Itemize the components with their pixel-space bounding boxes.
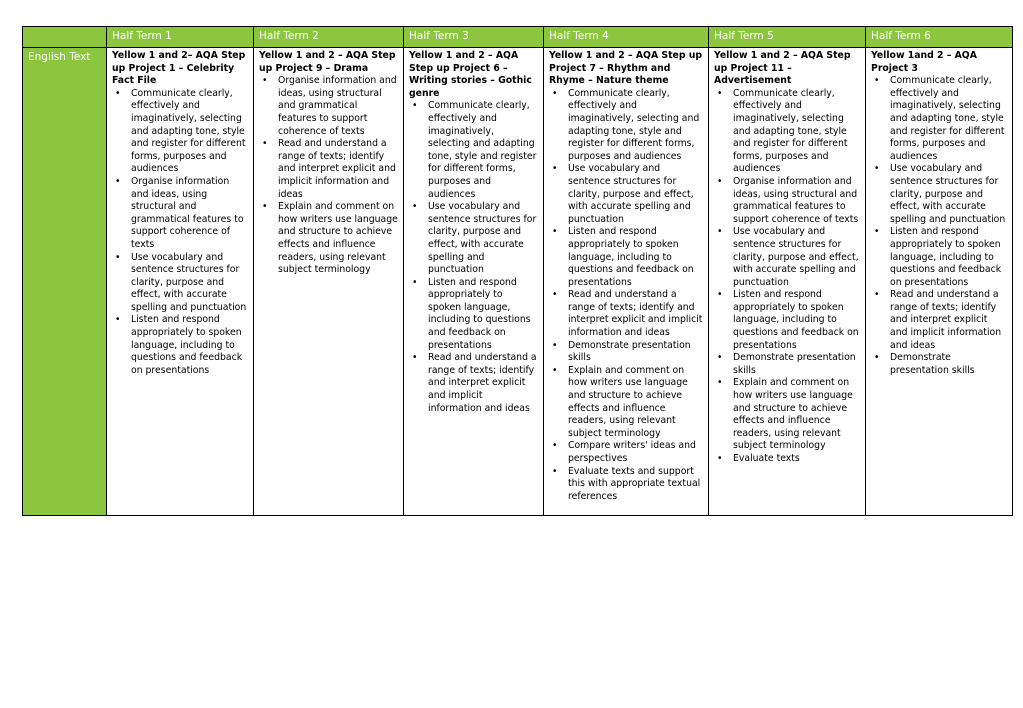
list-item: • Use vocabulary and sentence structures for clarity, purpose and effect, with accurate spelling and punctuation bbox=[409, 201, 538, 277]
list-item: • Communicate clearly, effectively and imaginatively, selecting and adapting tone, style and register for different forms, purposes and audiences bbox=[714, 88, 860, 176]
header-half-term-2: Half Term 2 bbox=[254, 27, 404, 48]
objective-list bbox=[112, 88, 248, 378]
header-half-term-3: Half Term 3 bbox=[404, 27, 544, 48]
list-item: • Read and understand a range of texts; identify and interpret explicit and implicit information and ideas bbox=[259, 138, 398, 201]
list-item: • Evaluate texts bbox=[714, 453, 860, 466]
list-item: • Listen and respond appropriately to spoken language, including to questions and feedback on presentations bbox=[409, 277, 538, 353]
project-title: Yellow 1 and 2 – AQA Step up Project 7 – Rhythm and Rhyme – Nature theme bbox=[549, 50, 702, 87]
list-item: • Demonstrate presentation skills bbox=[714, 352, 860, 377]
list-item: • Communicate clearly, effectively and imaginatively, selecting and adapting tone, style and register for different forms, purposes and audiences bbox=[112, 88, 248, 176]
header-half-term-5: Half Term 5 bbox=[709, 27, 866, 48]
list-item: • Demonstrate presentation skills bbox=[871, 352, 1007, 377]
list-item: • Read and understand a range of texts; identify and interpret explicit and implicit information and ideas bbox=[871, 289, 1007, 352]
project-title: Yellow 1 and 2 – AQA Step up Project 11 – Advertisement bbox=[714, 50, 851, 87]
objective-list bbox=[714, 88, 860, 466]
cell-half-term-4 bbox=[544, 48, 709, 516]
list-item: • Communicate clearly, effectively and imaginatively, selecting and adapting tone, style and register for different forms, purposes and audiences bbox=[409, 100, 538, 201]
list-item: • Use vocabulary and sentence structures for clarity, purpose and effect, with accurate spelling and punctuation bbox=[112, 252, 248, 315]
list-item: • Use vocabulary and sentence structures for clarity, purpose and effect, with accurate spelling and punctuation bbox=[549, 163, 703, 226]
cell-half-term-2 bbox=[254, 48, 404, 516]
cell-half-term-6 bbox=[866, 48, 1013, 516]
project-title: Yellow 1 and 2 – AQA Step up Project 9 – Drama bbox=[259, 50, 396, 74]
objective-list bbox=[871, 75, 1007, 377]
list-item: • Organise information and ideas, using structural and grammatical features to support coherence of texts bbox=[714, 176, 860, 226]
list-item: • Communicate clearly, effectively and imaginatively, selecting and adapting tone, style and register for different forms, purposes and audiences bbox=[549, 88, 703, 164]
list-item: • Read and understand a range of texts; identify and interpret explicit and implicit information and ideas bbox=[549, 289, 703, 339]
list-item: • Explain and comment on how writers use language and structure to achieve effects and influence readers, using relevant subject terminology bbox=[259, 201, 398, 277]
list-item: • Listen and respond appropriately to spoken language, including to questions and feedback on presentations bbox=[714, 289, 860, 352]
project-title: Yellow 1 and 2– AQA Step up Project 1 – Celebrity Fact File bbox=[112, 50, 246, 87]
corner-cell bbox=[23, 27, 107, 48]
cell-half-term-3 bbox=[404, 48, 544, 516]
objective-list bbox=[549, 88, 703, 504]
list-item: • Organise information and ideas, using structural and grammatical features to support coherence of texts bbox=[112, 176, 248, 252]
list-item: • Listen and respond appropriately to spoken language, including to questions and feedback on presentations bbox=[549, 226, 703, 289]
list-item: • Demonstrate presentation skills bbox=[549, 340, 703, 365]
header-half-term-6: Half Term 6 bbox=[866, 27, 1013, 48]
list-item: • Listen and respond appropriately to spoken language, including to questions and feedback on presentations bbox=[871, 226, 1007, 289]
list-item: • Communicate clearly, effectively and imaginatively, selecting and adapting tone, style and register for different forms, purposes and audiences bbox=[871, 75, 1007, 163]
cell-half-term-1 bbox=[107, 48, 254, 516]
header-row bbox=[23, 27, 1013, 48]
curriculum-table bbox=[22, 26, 1013, 516]
project-title: Yellow 1and 2 – AQA Project 3 bbox=[871, 50, 977, 74]
row-label-english-text: English Text bbox=[23, 48, 107, 516]
list-item: • Listen and respond appropriately to spoken language, including to questions and feedback on presentations bbox=[112, 314, 248, 377]
list-item: • Explain and comment on how writers use language and structure to achieve effects and influence readers, using relevant subject terminology bbox=[549, 365, 703, 441]
objective-list bbox=[259, 75, 398, 277]
list-item: • Organise information and ideas, using structural and grammatical features to support coherence of texts bbox=[259, 75, 398, 138]
objective-list bbox=[409, 100, 538, 415]
list-item: • Use vocabulary and sentence structures for clarity, purpose and effect, with accurate spelling and punctuation bbox=[714, 226, 860, 289]
list-item: • Compare writers' ideas and perspectives bbox=[549, 440, 703, 465]
header-half-term-1: Half Term 1 bbox=[107, 27, 254, 48]
list-item: • Explain and comment on how writers use language and structure to achieve effects and influence readers, using relevant subject terminology bbox=[714, 377, 860, 453]
table-row bbox=[23, 48, 1013, 516]
header-half-term-4: Half Term 4 bbox=[544, 27, 709, 48]
project-title: Yellow 1 and 2 – AQA Step up Project 6 – Writing stories – Gothic genre bbox=[409, 50, 532, 99]
list-item: • Read and understand a range of texts; identify and interpret explicit and implicit information and ideas bbox=[409, 352, 538, 415]
cell-half-term-5 bbox=[709, 48, 866, 516]
list-item: • Evaluate texts and support this with appropriate textual references bbox=[549, 466, 703, 504]
list-item: • Use vocabulary and sentence structures for clarity, purpose and effect, with accurate spelling and punctuation bbox=[871, 163, 1007, 226]
